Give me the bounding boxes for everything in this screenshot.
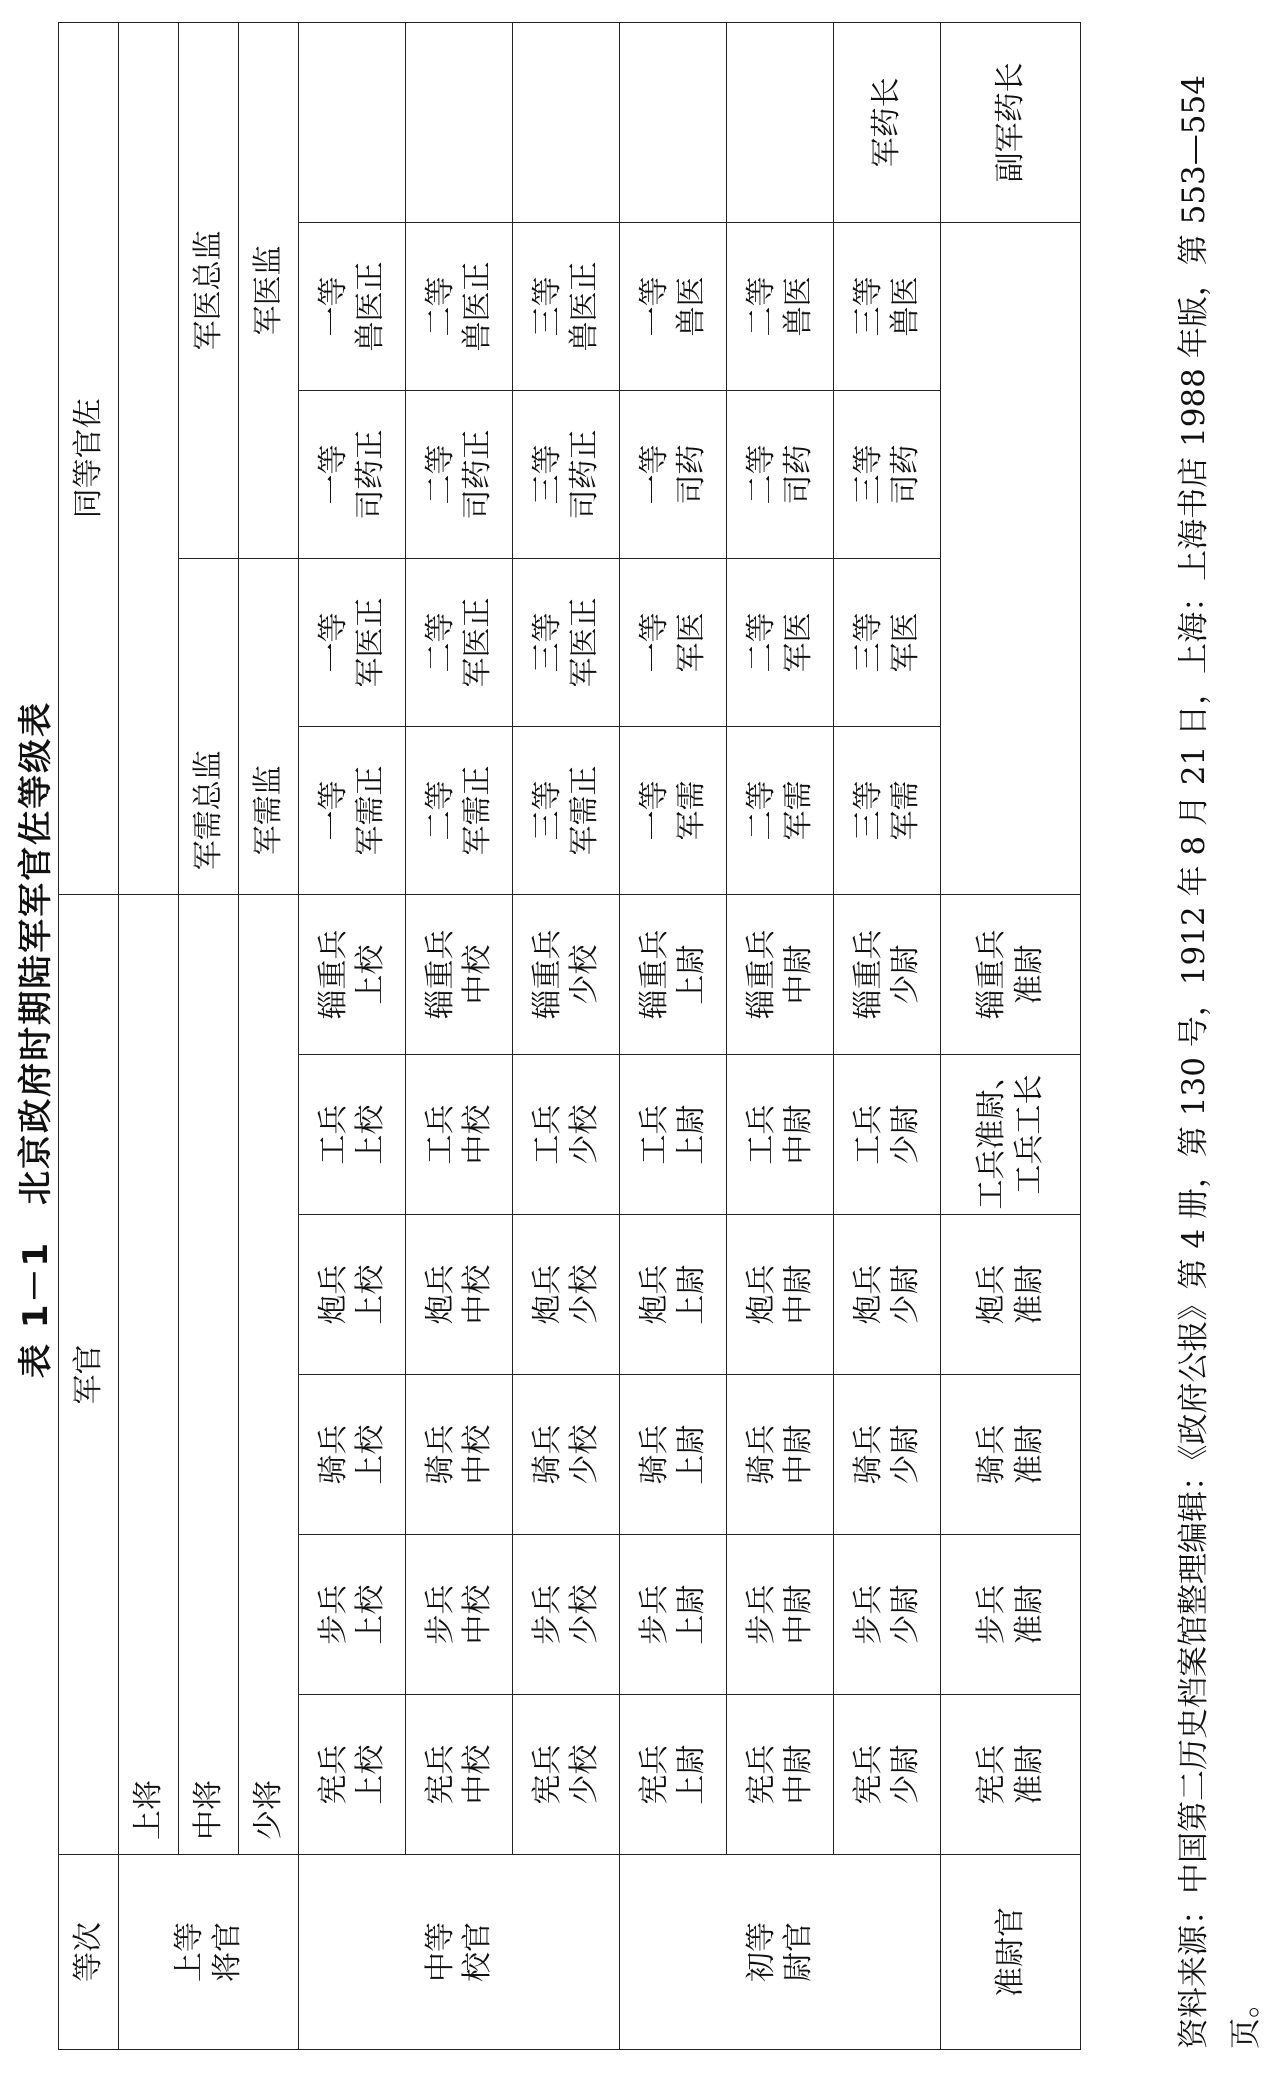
officer-rank-text: 辎重兵 上校	[315, 929, 388, 1020]
equivalent-rank-text: 一等 兽医正	[315, 261, 388, 352]
officer-rank-cell	[406, 1215, 513, 1375]
header-rank-class: 等次	[59, 1855, 119, 2050]
officer-rank-cell	[299, 1055, 406, 1215]
general-row-3	[239, 22, 299, 2049]
officer-rank-text: 宪兵 上尉	[636, 1744, 709, 1805]
rank-general: 上将	[119, 894, 179, 1854]
officer-rank-text: 辎重兵 少校	[529, 929, 602, 1020]
equivalent-rank-cell	[299, 558, 406, 726]
table-row	[620, 22, 727, 2049]
equivalent-rank-cell	[406, 390, 513, 558]
equivalent-rank-cell	[406, 726, 513, 894]
officer-rank-text: 骑兵 少校	[529, 1424, 602, 1485]
officer-rank-text: 工兵 中尉	[743, 1104, 816, 1165]
equivalent-rank-cell	[299, 726, 406, 894]
officer-rank-text: 步兵 上校	[315, 1584, 388, 1645]
officer-rank-cell	[299, 1695, 406, 1855]
officer-rank-text: 宪兵 中尉	[743, 1744, 816, 1805]
header-officers: 军官	[59, 894, 119, 1854]
officer-rank-cell	[620, 1695, 727, 1855]
officer-rank-cell	[941, 1055, 1081, 1215]
officer-rank-cell	[941, 1215, 1081, 1375]
equivalent-rank-cell	[834, 222, 941, 390]
officer-rank-text: 步兵 中尉	[743, 1584, 816, 1645]
officer-rank-text: 步兵 少尉	[850, 1584, 923, 1645]
officer-rank-text: 骑兵 准尉	[974, 1424, 1047, 1485]
equivalent-rank-text: 二等 兽医正	[422, 261, 495, 352]
officer-rank-cell	[834, 1055, 941, 1215]
extra-cell	[727, 22, 834, 222]
officer-rank-text: 炮兵 中校	[422, 1264, 495, 1325]
officer-rank-text: 步兵 少校	[529, 1584, 602, 1645]
officer-rank-text: 工兵 少校	[529, 1104, 602, 1165]
equivalent-rank-text: 三等 司药	[850, 444, 923, 505]
class-company: 初等 尉官	[620, 1855, 941, 2050]
equivalent-rank-cell	[727, 726, 834, 894]
officer-rank-cell	[941, 1535, 1081, 1695]
officer-rank-text: 步兵 准尉	[974, 1584, 1047, 1645]
equivalent-rank-text: 二等 军需	[743, 780, 816, 841]
class-general: 上等 将官	[119, 1855, 299, 2050]
rank-lieutenant-general: 中将	[179, 894, 239, 1854]
equivalent-rank-cell	[513, 390, 620, 558]
officer-rank-cell	[620, 1215, 727, 1375]
equivalent-rank-text: 二等 兽医	[743, 276, 816, 337]
table-row	[406, 22, 513, 2049]
equivalent-rank-cell	[299, 222, 406, 390]
officer-rank-text: 宪兵 中校	[422, 1744, 495, 1805]
officer-rank-cell	[727, 1535, 834, 1695]
officer-rank-cell	[834, 1375, 941, 1535]
rank-table	[58, 22, 1081, 2050]
officer-rank-cell	[727, 1055, 834, 1215]
table-row	[727, 22, 834, 2049]
equiv-quartermaster-general: 军需总监	[179, 726, 239, 894]
officer-rank-cell	[727, 1695, 834, 1855]
equivalent-rank-cell	[834, 390, 941, 558]
extra-cell	[620, 22, 727, 222]
extra-cell: 副军药长	[941, 22, 1081, 222]
equiv-director-spacer	[239, 558, 299, 726]
officer-rank-cell	[513, 1535, 620, 1695]
general-row-1	[119, 22, 179, 2049]
rank-major-general: 少将	[239, 894, 299, 1854]
equivalent-rank-text: 三等 兽医	[850, 276, 923, 337]
officer-rank-cell	[406, 1535, 513, 1695]
equivalent-rank-cell	[406, 222, 513, 390]
officer-rank-cell	[620, 1375, 727, 1535]
officer-rank-cell	[513, 1215, 620, 1375]
officer-rank-text: 炮兵 准尉	[974, 1264, 1047, 1325]
officer-rank-text: 炮兵 少尉	[850, 1264, 923, 1325]
officer-rank-cell	[941, 1375, 1081, 1535]
equivalent-rank-text: 三等 军需正	[529, 765, 602, 856]
equivalent-rank-text: 三等 军医	[850, 612, 923, 673]
officer-rank-cell	[299, 1215, 406, 1375]
officer-rank-text: 骑兵 上校	[315, 1424, 388, 1485]
source-note: 资料来源：中国第二历史档案馆整理编辑：《政府公报》第 4 册，第 130 号，1912 年 8 月 21 日，上海：上海书店 1988 年版，第 553—554 页。	[1176, 75, 1264, 2049]
equivalent-rank-cell	[513, 558, 620, 726]
officer-rank-text: 工兵 中校	[422, 1104, 495, 1165]
officer-rank-cell	[299, 894, 406, 1054]
general-row-2	[179, 22, 239, 2049]
officer-rank-cell	[299, 1375, 406, 1535]
officer-rank-cell	[727, 1375, 834, 1535]
class-warrant: 准尉官	[941, 1855, 1081, 2050]
officer-rank-cell	[620, 1535, 727, 1695]
equivalent-rank-text: 一等 兽医	[636, 276, 709, 337]
equiv-quartermaster-director: 军需监	[239, 726, 299, 894]
officer-rank-cell	[941, 1695, 1081, 1855]
equivalent-rank-text: 二等 军医	[743, 612, 816, 673]
table-row	[513, 22, 620, 2049]
equivalent-rank-cell	[620, 222, 727, 390]
equivalent-rank-text: 三等 兽医正	[529, 261, 602, 352]
officer-rank-cell	[727, 1215, 834, 1375]
officer-rank-cell	[406, 1055, 513, 1215]
officer-rank-text: 骑兵 少尉	[850, 1424, 923, 1485]
equivalent-rank-cell	[513, 222, 620, 390]
officer-rank-text: 步兵 上尉	[636, 1584, 709, 1645]
equivalent-rank-text: 三等 司药正	[529, 429, 602, 520]
equivalent-rank-text: 三等 军医正	[529, 597, 602, 688]
equivalent-rank-cell	[620, 726, 727, 894]
officer-rank-text: 骑兵 中校	[422, 1424, 495, 1485]
officer-rank-text: 宪兵 少校	[529, 1744, 602, 1805]
table-body	[59, 22, 1081, 2049]
officer-rank-text: 炮兵 上校	[315, 1264, 388, 1325]
officer-rank-text: 骑兵 中尉	[743, 1424, 816, 1485]
equivalent-rank-text: 一等 军医	[636, 612, 709, 673]
equivalent-rank-cell	[727, 390, 834, 558]
officer-rank-text: 工兵 上校	[315, 1104, 388, 1165]
officer-rank-text: 宪兵 少尉	[850, 1744, 923, 1805]
equivalent-rank-text: 一等 军医正	[315, 597, 388, 688]
equivalent-rank-cell	[513, 726, 620, 894]
officer-rank-text: 骑兵 上尉	[636, 1424, 709, 1485]
officer-rank-text: 炮兵 上尉	[636, 1264, 709, 1325]
officer-rank-cell	[406, 1695, 513, 1855]
officer-rank-cell	[941, 894, 1081, 1054]
header-equivalent: 同等官佐	[59, 22, 119, 894]
officer-rank-cell	[727, 894, 834, 1054]
officer-rank-text: 辎重兵 上尉	[636, 929, 709, 1020]
equivalent-rank-cell	[299, 390, 406, 558]
equivalent-rank-text: 三等 军需	[850, 780, 923, 841]
officer-rank-cell	[834, 1535, 941, 1695]
officer-rank-cell	[513, 1055, 620, 1215]
officer-rank-cell	[834, 1215, 941, 1375]
officer-rank-cell	[834, 894, 941, 1054]
officer-rank-cell	[513, 894, 620, 1054]
extra-cell	[299, 22, 406, 222]
table-row	[299, 22, 406, 2049]
equivalent-rank-text: 一等 军需	[636, 780, 709, 841]
table-row	[834, 22, 941, 2049]
equiv-medical-general: 军医总监	[179, 22, 239, 558]
officer-rank-text: 炮兵 少校	[529, 1264, 602, 1325]
equivalent-rank-text: 一等 司药	[636, 444, 709, 505]
equivalent-rank-text: 二等 军需正	[422, 765, 495, 856]
officer-rank-text: 工兵 上尉	[636, 1104, 709, 1165]
equivalent-rank-cell	[727, 222, 834, 390]
officer-rank-text: 辎重兵 中尉	[743, 929, 816, 1020]
officer-rank-cell	[299, 1535, 406, 1695]
equivalent-rank-cell	[727, 558, 834, 726]
equivalent-rank-cell	[834, 726, 941, 894]
equiv-medical-director: 军医监	[239, 22, 299, 558]
officer-rank-cell	[406, 1375, 513, 1535]
officer-rank-text: 辎重兵 中校	[422, 929, 495, 1020]
equiv-general-blank	[119, 22, 179, 894]
header-row	[59, 22, 119, 2049]
officer-rank-cell	[834, 1695, 941, 1855]
class-field: 中等 校官	[299, 1855, 620, 2050]
officer-rank-text: 步兵 中校	[422, 1584, 495, 1645]
equivalent-rank-cell	[620, 558, 727, 726]
extra-cell	[406, 22, 513, 222]
equivalent-rank-text: 二等 司药正	[422, 429, 495, 520]
officer-rank-text: 宪兵 准尉	[974, 1744, 1047, 1805]
officer-rank-text: 工兵 少尉	[850, 1104, 923, 1165]
officer-rank-text: 炮兵 中尉	[743, 1264, 816, 1325]
officer-rank-cell	[513, 1695, 620, 1855]
officer-rank-text: 工兵准尉、 工兵工长	[974, 1059, 1047, 1210]
equivalent-rank-text: 一等 军需正	[315, 765, 388, 856]
equivalent-rank-text: 二等 军医正	[422, 597, 495, 688]
equivalent-rank-cell	[406, 558, 513, 726]
equivalent-rank-text: 二等 司药	[743, 444, 816, 505]
equiv-quartermaster-spacer	[179, 558, 239, 726]
table-title: 表 1－1 北京政府时期陆军军官佐等级表	[16, 700, 56, 1379]
equivalent-rank-cell	[620, 390, 727, 558]
officer-rank-cell	[513, 1375, 620, 1535]
officer-rank-text: 辎重兵 少尉	[850, 929, 923, 1020]
extra-cell	[513, 22, 620, 222]
officer-rank-text: 宪兵 上校	[315, 1744, 388, 1805]
officer-rank-text: 辎重兵 准尉	[974, 929, 1047, 1020]
equivalent-empty	[941, 222, 1081, 894]
extra-cell: 军药长	[834, 22, 941, 222]
equivalent-rank-cell	[834, 558, 941, 726]
table-row	[941, 22, 1081, 2049]
officer-rank-cell	[406, 894, 513, 1054]
equivalent-rank-text: 一等 司药正	[315, 429, 388, 520]
officer-rank-cell	[620, 894, 727, 1054]
officer-rank-cell	[620, 1055, 727, 1215]
